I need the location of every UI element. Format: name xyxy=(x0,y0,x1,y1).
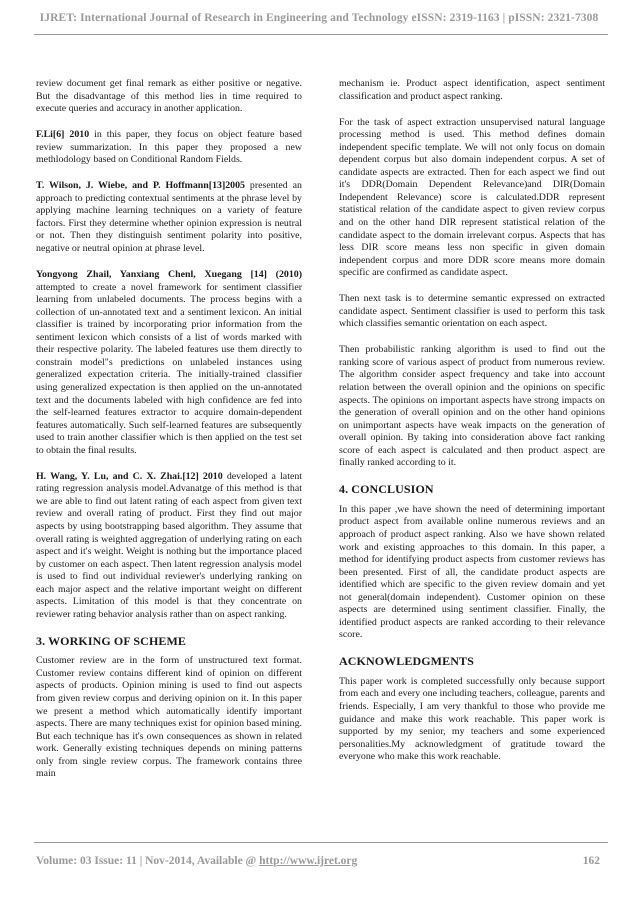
paragraph: F.Li[6] 2010 in this paper, they focus on object feature based review summarization. In this paper they proposed a new methlodology based on Conditional Random Fields. xyxy=(36,129,302,166)
journal-footer: Volume: 03 Issue: 11 | Nov-2014, Available @ http://www.ijret.org 162 xyxy=(36,855,600,867)
reference-citation: F.Li[6] 2010 xyxy=(36,129,90,141)
paragraph: Then probabilistic ranking algorithm is used to find out the ranking score of various aspect of product from numerous review. The algorithm consider aspect frequency and take into account relation between the overall opinion and the opinions on specific aspects. The opinions on important aspects have strong impacts on the generation of overall opinion and on the other hand opinions on unimportant aspects have weak impacts on the generation of overall opinion. By taking into consideration above fact ranking score of each aspect is calculated and then product aspect are finally ranked according to it. xyxy=(339,344,605,469)
paragraph: review document get final remark as either positive or negative. But the disadvantage of this method lies in time required to execute queries and accuracy in another application. xyxy=(36,78,302,115)
paragraph: T. Wilson, J. Wiebe, and P. Hoffmann[13]2005 presented an approach to predicting contextual sentiments at the phrase level by applying machine learning techniques on a variety of feature factors. First they determine whether opinion expression is neutral or not. Then they distinguish sentiment polarity into positive, negative or neutral opinion at phrase level. xyxy=(36,180,302,255)
paragraph: This paper work is completed successfully only because support from each and every one including teachers, colleague, parents and friends. Especially, I am very thankful to those who provide me guidance and make this work reachable. This paper work is supported by my senior, my teachers and some experienced personalities.My acknowledgment of gratitude toward the everyone who make this work reachable. xyxy=(339,675,605,763)
right-column xyxy=(339,78,605,777)
page-number: 162 xyxy=(582,855,600,867)
left-column xyxy=(36,78,302,794)
journal-header: IJRET: International Journal of Research in Engineering and Technology eISSN: 2319-1163 | pISSN: 2321-7308 xyxy=(39,12,599,24)
paragraph: mechanism ie. Product aspect identification, aspect sentiment classification and product aspect ranking. xyxy=(339,78,605,102)
paragraph: H. Wang, Y. Lu, and C. X. Zhai.[12] 2010 developed a latent rating regression analysis model.Advanatge of this method is that we are able to find out latent rating of each aspect from given text review and overall rating of product. First they find out major aspects by using bootstrapping based algorithm. They assume that overall rating is weighted aggregation of underlying rating on each aspect and it's weight. Weight is nothing but the importance placed by customer on each aspect. Then latent regression analysis model is used to find out individual reviewer's underlying ranking on each major aspect and the relative important weight on different aspects. Limitation of this model is that they concentrate on reviewer rating behavior analysis rather than on aspect ranking. xyxy=(36,470,303,620)
reference-citation: Yongyong Zhail, Yanxiang Chenl, Xuegang [14] (2010) xyxy=(36,269,302,281)
section-heading: 3. WORKING OF SCHEME xyxy=(36,633,187,648)
journal-link[interactable]: http://www.ijret.org xyxy=(259,855,358,867)
section-heading: ACKNOWLEDGMENTS xyxy=(339,654,474,669)
paragraph: In this paper ,we have shown the need of determining important product aspect from available online numerous reviews and an approach of product aspect ranking. Also we have shown related work and existing approaches to this domain. In this paper, a method for identifying product aspects from customer reviews has been presented. First of all, the candidate product aspects are identified which are specific to the given review domain and yet not general(domain independent). Customer opinion on these aspects are determined using sentiment classifier. Finally, the identified product aspects are ranked according to their relevance score. xyxy=(339,503,605,641)
paragraph: Then next task is to determine semantic expressed on extracted candidate aspect. Sentiment classifier is used to perform this task which classifies semantic orientation on each aspect. xyxy=(339,293,605,330)
reference-citation: T. Wilson, J. Wiebe, and P. Hoffmann[13]2005 xyxy=(36,180,245,192)
paragraph: Customer review are in the form of unstructured text format. Customer review contains different kind of opinion on different aspects of products. Opinion mining is used to find out aspects from given review corpus and deriving opinion on it. In this paper we present a method which automatically identify important aspects. There are many techniques exist for opinion based mining. But each technique has it's own consequences as shown in related work. Generally existing techniques depends on mining patterns only from single review corpus. The framework contains three main xyxy=(36,655,302,780)
paragraph: For the task of aspect extraction unsupervised natural language processing method is used. This method defines domain independent specific template. We will not only focus on domain dependent corpus but also domain independent corpus. A set of candidate aspects are extracted. Then for each aspect we find out it's DDR(Domain Dependent Relevance)and DIR(Domain Independent Relevance) score is calculated.DDR represent statistical relation of the candidate aspect to given review corpus and on the other hand DIR represent statistical relation of the candidate aspect to the domain irrelevant corpus. Aspects that has less DIR score means less non specific in given domain independent corpus and more DDR score means more domain specific are confirmed as candidate aspect. xyxy=(339,116,605,279)
footer-divider xyxy=(34,842,608,843)
reference-citation: H. Wang, Y. Lu, and C. X. Zhai.[12] 2010 xyxy=(36,470,223,482)
section-heading: 4. CONCLUSION xyxy=(339,482,434,497)
paragraph: Yongyong Zhail, Yanxiang Chenl, Xuegang [14] (2010) attempted to create a novel framework for sentiment classifier learning from unlabeled documents. The process begins with a collection of un-annotated text and a sentiment lexicon. An initial classifier is trained by incorporating prior information from the sentiment lexicon which consists of a list of words marked with their respective polarity. The labeled features use them directly to constrain model"s predictions on unlabeled instances using generalized expectation criteria. The initially-trained classifier using generalized expectation is then applied on the un-annotated text and the documents labeled with high confidence are fed into the self-learned features extractor to acquire domain-dependent features automatically. Such self-learned features are subsequently used to train another classifier which is then applied on the test set to obtain the final results. xyxy=(36,269,302,456)
header-divider xyxy=(34,34,608,35)
